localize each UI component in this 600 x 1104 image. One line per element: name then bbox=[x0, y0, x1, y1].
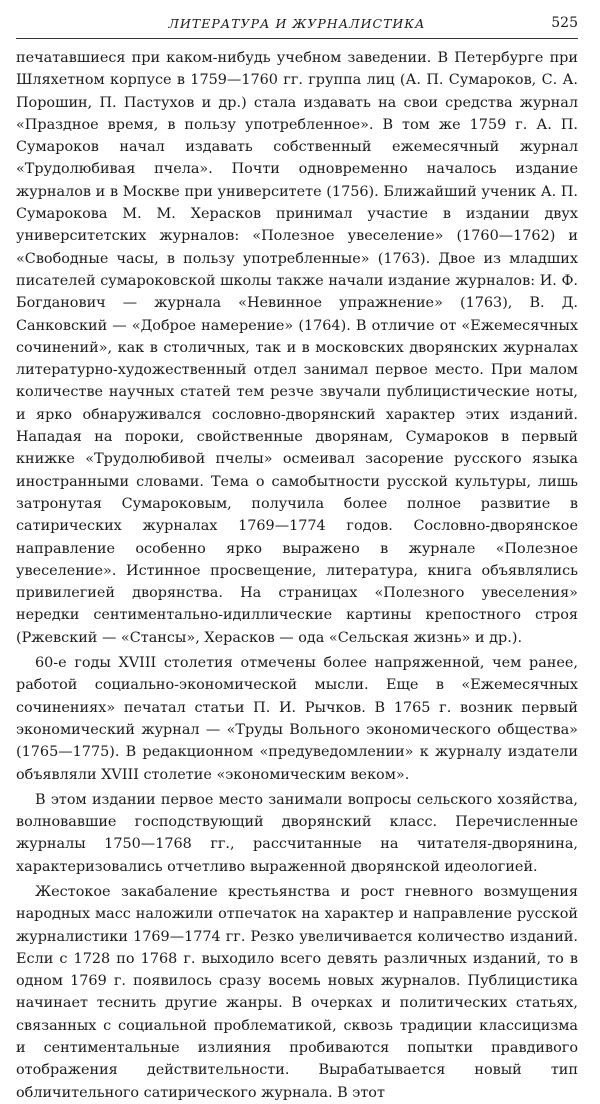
paragraph-economic-thought: 60-е годы XVIII столетия отмечены более напряженной, чем ранее, работой социально-экономической мысли. Еще в «Ежемесячных сочинениях» печатал статьи П. И. Рычков. В 1765 г. возник первый экономический журнал — «Труды Вольного экономического общества» (1765—1775). В редакционном «предуведомлении» к журналу издатели объявляли XVIII столетие «экономическим веком». bbox=[16, 655, 578, 783]
main-text bbox=[16, 47, 578, 1104]
page-number: 525 bbox=[551, 15, 578, 31]
paragraph-satirical-journals: Жестокое закабаление крестьянства и рост гневного возмущения народных масс наложили отпечаток на характер и направление русской журналистики 1769—1774 гг. Резко увеличивается количество изданий. Если с 1728 по 1768 г. выходило всего девять различных изданий, то в одном 1769 г. появилось сразу восемь новых журналов. Публицистика начинает теснить другие жанры. В очерках и политических статьях, связанных с социальной проблематикой, сквозь традиции классицизма и сентиментальные излияния пробиваются попытки правдивого отображения действительности. Вырабатывается новый тип обличительного сатирического журнала. В этот bbox=[16, 883, 578, 1101]
running-header bbox=[16, 12, 578, 39]
paragraph-continued: печатавшиеся при каком-нибудь учебном заведении. В Петербурге при Шляхетном корпусе в 1759—1760 гг. группа лиц (А. П. Сумароков, С. А. Порошин, П. Пастухов и др.) стала издавать на свои средства журнал «Праздное время, в пользу употребленное». В том же 1759 г. А. П. Сумароков начал издавать собственный ежемесячный журнал «Трудолюбивая пчела». Почти одновременно началось издание журналов и в Москве при университете (1756). Ближайший ученик А. П. Сумарокова М. М. Херасков принимал участие в издании двух университетских журналов: «Полезное увеселение» (1760—1762) и «Свободные часы, в пользу употребленные» (1763). Двое из младших писателей сумароковской школы также начали издание журналов: И. Ф. Богданович — журнала «Невинное упражнение» (1763), В. Д. Санковский — «Доброе намерение» (1764). В отличие от «Ежемесячных сочинений», как в столичных, так и в московских дворянских журналах литературно-художественный отдел занимал первое место. При малом количестве научных статей тем резче звучали публицистические ноты, и ярко обнаруживался сословно-дворянский характер этих изданий. Нападая на пороки, свойственные дворянам, Сумароков в первый книжке «Трудолюбивой пчелы» осмеивал засорение русского языка иностранными словами. Тема о самобытности русской культуры, лишь затронутая Сумароковым, получила более полное развитие в сатирических журналах 1769—1774 годов. Сословно-дворянское направление особенно ярко выражено в журнале «Полезное увеселение». Истинное просвещение, литература, книга объявлялись привилегией дворянства. На страницах «Полезного увеселения» нередки сентиментально-идиллические картины крепостного строя (Ржевский — «Стансы», Херасков — ода «Сельская жизнь» и др.). bbox=[16, 50, 578, 646]
running-title: ЛИТЕРАТУРА И ЖУРНАЛИСТИКА bbox=[168, 16, 426, 31]
paragraph-agriculture: В этом издании первое место занимали вопросы сельского хозяйства, волновавшие господствующий дворянский класс. Перечисленные журналы 1750—1768 гг., рассчитанные на читателя-дворянина, характеризовались отчетливо выраженной дворянской идеологией. bbox=[16, 791, 578, 875]
